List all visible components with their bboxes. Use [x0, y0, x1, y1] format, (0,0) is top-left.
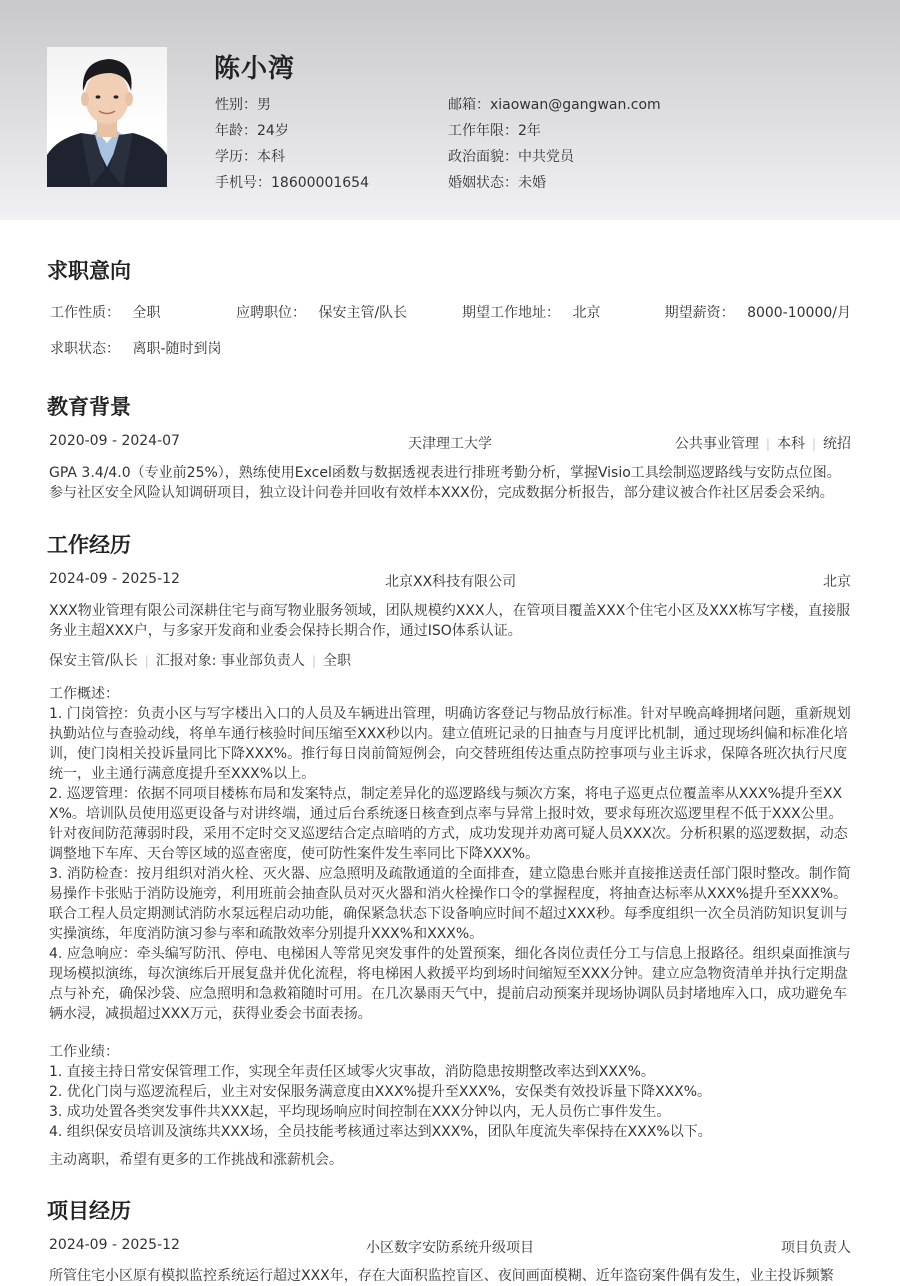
- age-info: 年龄：24岁: [215, 123, 289, 139]
- work-role: 保安主管/队长: [49, 653, 138, 669]
- work-duty-item: 1. 门岗管控：负责小区与写字楼出入口的人员及车辆进出管理，明确访客登记与物品放行标准。针对早晚高峰拥堵问题，重新规划执勤站位与查验动线，将单车通行核验时间压缩至XXX秒以内。建立值班记录的日抽查与月度评比机制，通过现场纠偏和标准化培训，使门岗相关投诉量同比下降XXX%。推行每日岗前简短例会，向交替班组传达重点防控事项与业主诉求，保障各班次执行尺度统一，业主通行满意度提升至XXX%以上。: [49, 706, 851, 782]
- work-achievement-item: 2. 优化门岗与巡逻流程后，业主对安保服务满意度由XXX%提升至XXX%，安保类有效投诉量下降XXX%。: [49, 1084, 712, 1100]
- candidate-name: 陈小湾: [214, 54, 296, 84]
- work-duty-item: 3. 消防检查：按月组织对消火栓、灭火器、应急照明及疏散通道的全面排查，建立隐患台账并直接推送责任部门限时整改。制作简易操作卡张贴于消防设施旁，利用班前会抽查队员对灭火器和消火栓操作口令的掌握程度，将抽查达标率从XXX%提升至XXX%。联合工程人员定期测试消防水泵远程启动功能，确保紧急状态下设备响应时间不超过XXX秒。每季度组织一次全员消防知识复训与实操演练，年度消防演习参与率和疏散效率分别提升XXX%和XXX%。: [49, 866, 851, 942]
- section-title-project: 项目经历: [47, 1199, 131, 1223]
- intent-status-label: 求职状态：: [50, 341, 120, 357]
- gender-info: 性别：男: [215, 97, 271, 113]
- section-title-work: 工作经历: [47, 533, 131, 557]
- intent-position-label: 应聘职位：: [236, 305, 306, 321]
- intent-type: [50, 302, 160, 322]
- separator: |: [811, 437, 816, 451]
- project-role: 项目负责人: [781, 1240, 851, 1256]
- work-company-description: XXX物业管理有限公司深耕住宅与商写物业服务领域，团队规模约XXX人，在管项目覆盖XXX个住宅小区及XXX栋写字楼，直接服务业主超XXX户，与多家开发商和业委会保持长期合作，通过ISO体系认证。: [49, 603, 851, 639]
- project-name: 小区数字安防系统升级项目: [366, 1240, 534, 1256]
- intent-status-value: 离职-随时到岗: [132, 341, 222, 357]
- intent-salary-value: 8000-10000/月: [747, 305, 851, 321]
- work-city: 北京: [823, 574, 851, 590]
- intent-location-value: 北京: [572, 305, 601, 321]
- education-info: 学历：本科: [215, 149, 285, 165]
- intent-type-value: 全职: [132, 305, 161, 321]
- phone-info: 手机号：18600001654: [215, 175, 369, 191]
- work-achievements-label: 工作业绩：: [49, 1044, 119, 1060]
- work-overview: [49, 684, 853, 1024]
- work-achievements: [49, 1042, 853, 1142]
- project-period: 2024-09 - 2025-12: [49, 1237, 180, 1253]
- email-info: 邮箱：xiaowan@gangwan.com: [448, 97, 661, 113]
- work-job-type: 全职: [322, 653, 351, 669]
- project-description: 所管住宅小区原有模拟监控系统运行超过XXX年，存在大面积监控盲区、夜间画面模糊、近年盗窃案件偶有发生，业主投诉频繁: [49, 1268, 834, 1284]
- education-description: GPA 3.4/4.0（专业前25%），熟练使用Excel函数与数据透视表进行排班考勤分析，掌握Visio工具绘制巡逻路线与安防点位图。参与社区安全风险认知调研项目，独立设计问卷并回收有效样本XXX份，完成数据分析报告，部分建议被合作社区居委会采纳。: [49, 465, 841, 501]
- work-achievement-item: 3. 成功处置各类突发事件共XXX起，平均现场响应时间控制在XXX分钟以内，无人员伤亡事件发生。: [49, 1104, 671, 1120]
- education-major: 公共事业管理: [674, 436, 759, 452]
- section-title-education: 教育背景: [47, 395, 131, 419]
- intent-location: [462, 302, 600, 322]
- work-report-to: 汇报对象: 事业部负责人: [155, 653, 305, 669]
- education-school: 天津理工大学: [408, 436, 492, 452]
- work-duty-item: 2. 巡逻管理：依据不同项目楼栋布局和发案特点，制定差异化的巡逻路线与频次方案，将电子巡更点位覆盖率从XXX%提升至XXX%。培训队员使用巡更设备与对讲终端，通过后台系统逐日核查到点率与异常上报时效，要求每班次巡逻里程不低于XXX公里。针对夜间防范薄弱时段，采用不定时交叉巡逻结合定点暗哨的方式，成功发现并劝离可疑人员XXX次。分析积累的巡逻数据，动态调整地下车库、天台等区域的巡查密度，使可防性案件发生率同比下降XXX%。: [49, 786, 848, 862]
- section-title-intent: 求职意向: [47, 259, 131, 283]
- education-degree: 本科: [776, 436, 805, 452]
- profile-photo: [47, 47, 167, 187]
- intent-position: [236, 302, 407, 322]
- work-company: 北京XX科技有限公司: [385, 574, 517, 590]
- intent-location-label: 期望工作地址：: [462, 305, 560, 321]
- work-duty-item: 4. 应急响应：牵头编写防汛、停电、电梯困人等常见突发事件的处置预案，细化各岗位责任分工与信息上报路径。组织桌面推演与现场模拟演练，每次演练后开展复盘并优化流程，将电梯困人救援平均到场时间缩短至XXX分钟。建立应急物资清单并执行定期盘点与补充，确保沙袋、应急照明和急救箱随时可用。在几次暴雨天气中，提前启动预案并现场协调队员封堵地库入口，成功避免车辆水浸，减损超过XXX万元，获得业委会书面表扬。: [49, 946, 851, 1022]
- education-period: 2020-09 - 2024-07: [49, 433, 180, 449]
- separator: |: [311, 654, 316, 668]
- intent-salary-label: 期望薪资：: [664, 305, 735, 321]
- intent-position-value: 保安主管/队长: [318, 305, 408, 321]
- marital-info: 婚姻状态：未婚: [448, 175, 546, 191]
- separator: |: [144, 654, 149, 668]
- profile-header: [0, 0, 900, 220]
- work-years-info: 工作年限：2年: [448, 123, 541, 139]
- work-leave-reason: 主动离职，希望有更多的工作挑战和涨薪机会。: [49, 1152, 343, 1168]
- work-period: 2024-09 - 2025-12: [49, 571, 180, 587]
- work-overview-label: 工作概述：: [49, 686, 119, 702]
- work-achievement-item: 1. 直接主持日常安保管理工作，实现全年责任区域零火灾事故，消防隐患按期整改率达到XXX%。: [49, 1064, 655, 1080]
- intent-salary: [665, 302, 851, 322]
- intent-type-label: 工作性质：: [50, 305, 120, 321]
- work-role-info: [49, 650, 351, 670]
- person-avatar-icon: [47, 47, 167, 187]
- political-info: 政治面貌：中共党员: [448, 149, 574, 165]
- education-details: [675, 433, 851, 453]
- intent-status: [50, 338, 222, 358]
- education-admission: 统招: [823, 436, 851, 452]
- separator: |: [765, 437, 770, 451]
- work-achievement-item: 4. 组织保安员培训及演练共XXX场，全员技能考核通过率达到XXX%，团队年度流失率保持在XXX%以下。: [49, 1124, 712, 1140]
